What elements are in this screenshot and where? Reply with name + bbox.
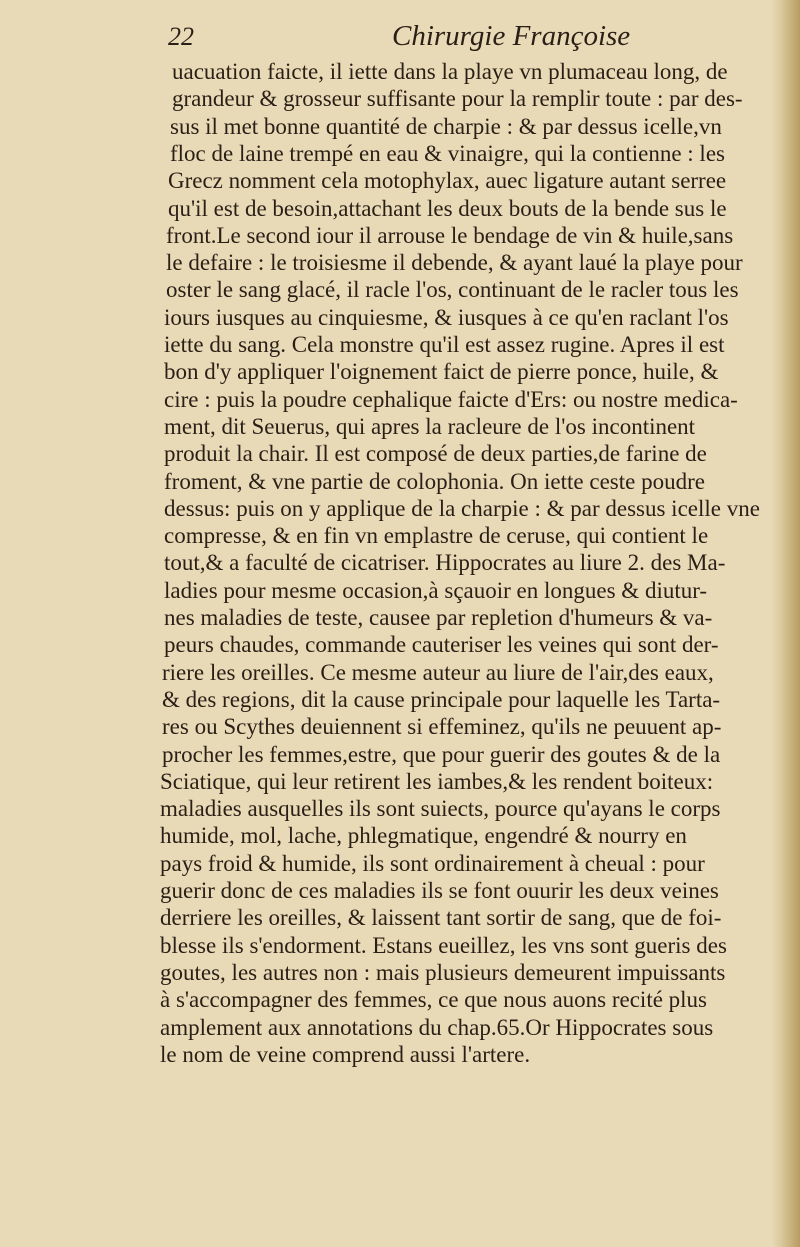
text-line: Grecz nomment cela motophylax, auec ligature autant serree (168, 168, 727, 193)
text-line: res ou Scythes deuiennent si effeminez, qu'ils ne peuuent ap- (162, 714, 722, 739)
text-line: Sciatique, qui leur retirent les iambes,& les rendent boiteux: (160, 769, 714, 794)
text-line: procher les femmes,estre, que pour guerir des goutes & de la (162, 742, 721, 767)
text-line: iette du sang. Cela monstre qu'il est assez rugine. Apres il est (164, 332, 725, 357)
text-line: humide, mol, lache, phlegmatique, engendré & nourry en (160, 823, 687, 848)
page-header (0, 18, 800, 58)
text-line: goutes, les autres non : mais plusieurs demeurent impuissants (160, 960, 726, 985)
text-line: guerir donc de ces maladies ils se font ouurir les deux veines (160, 878, 719, 903)
text-line: le nom de veine comprend aussi l'artere. (160, 1042, 531, 1067)
text-line: oster le sang glacé, il racle l'os, continuant de le racler tous les (166, 277, 739, 302)
text-line: à s'accompagner des femmes, ce que nous auons recité plus (160, 987, 708, 1012)
text-line: tout,& a faculté de cicatriser. Hippocrates au liure 2. des Ma- (164, 550, 726, 575)
text-line: bon d'y appliquer l'oignement faict de pierre ponce, huile, & (164, 359, 719, 384)
text-line: pays froid & humide, ils sont ordinairement à cheual : pour (160, 851, 705, 876)
text-line: grandeur & grosseur suffisante pour la remplir toute : par des- (172, 86, 743, 111)
text-line: qu'il est de besoin,attachant les deux bouts de la bende sus le (168, 196, 727, 221)
text-line: produit la chair. Il est composé de deux parties,de farine de (164, 441, 707, 466)
text-line: front.Le second iour il arrouse le bendage de vin & huile,sans (166, 223, 734, 248)
text-line: ment, dit Seuerus, qui apres la racleure de l'os incontinent (164, 414, 696, 439)
page-edge-shadow (772, 0, 800, 1247)
text-line: & des regions, dit la cause principale pour laquelle les Tarta- (162, 687, 721, 712)
text-line: peurs chaudes, commande cauteriser les veines qui sont der- (164, 632, 719, 657)
text-line: nes maladies de teste, causee par repletion d'humeurs & va- (164, 605, 713, 630)
text-line: ladies pour mesme occasion,à sçauoir en longues & diutur- (164, 578, 708, 603)
text-line: riere les oreilles. Ce mesme auteur au liure de l'air,des eaux, (162, 660, 714, 685)
text-line: compresse, & en fin vn emplastre de ceruse, qui contient le (164, 523, 709, 548)
text-line: cire : puis la poudre cephalique faicte d'Ers: ou nostre medica- (164, 387, 738, 412)
text-line: maladies ausquelles ils sont suiects, pource qu'ayans le corps (160, 796, 721, 821)
text-line: iours iusques au cinquiesme, & iusques à ce qu'en raclant l'os (164, 305, 729, 330)
text-line: floc de laine trempé en eau & vinaigre, qui la contienne : les (170, 141, 725, 166)
text-line: le defaire : le troisiesme il debende, & ayant laué la playe pour (166, 250, 743, 275)
text-line: froment, & vne partie de colophonia. On iette ceste poudre (164, 469, 705, 494)
text-line: dessus: puis on y applique de la charpie : & par dessus icelle vne (164, 496, 760, 521)
text-line: derriere les oreilles, & laissent tant sortir de sang, que de foi- (160, 905, 722, 930)
text-line: amplement aux annotations du chap.65.Or Hippocrates sous (160, 1015, 714, 1040)
text-line: blesse ils s'endorment. Estans eueillez, les vns sont gueris des (160, 933, 727, 958)
page-number: 22 (168, 22, 194, 51)
text-line: uacuation faicte, il iette dans la playe vn plumaceau long, de (172, 59, 728, 84)
text-line: sus il met bonne quantité de charpie : & par dessus icelle,vn (170, 114, 722, 139)
running-title: Chirurgie Françoise (392, 20, 631, 52)
